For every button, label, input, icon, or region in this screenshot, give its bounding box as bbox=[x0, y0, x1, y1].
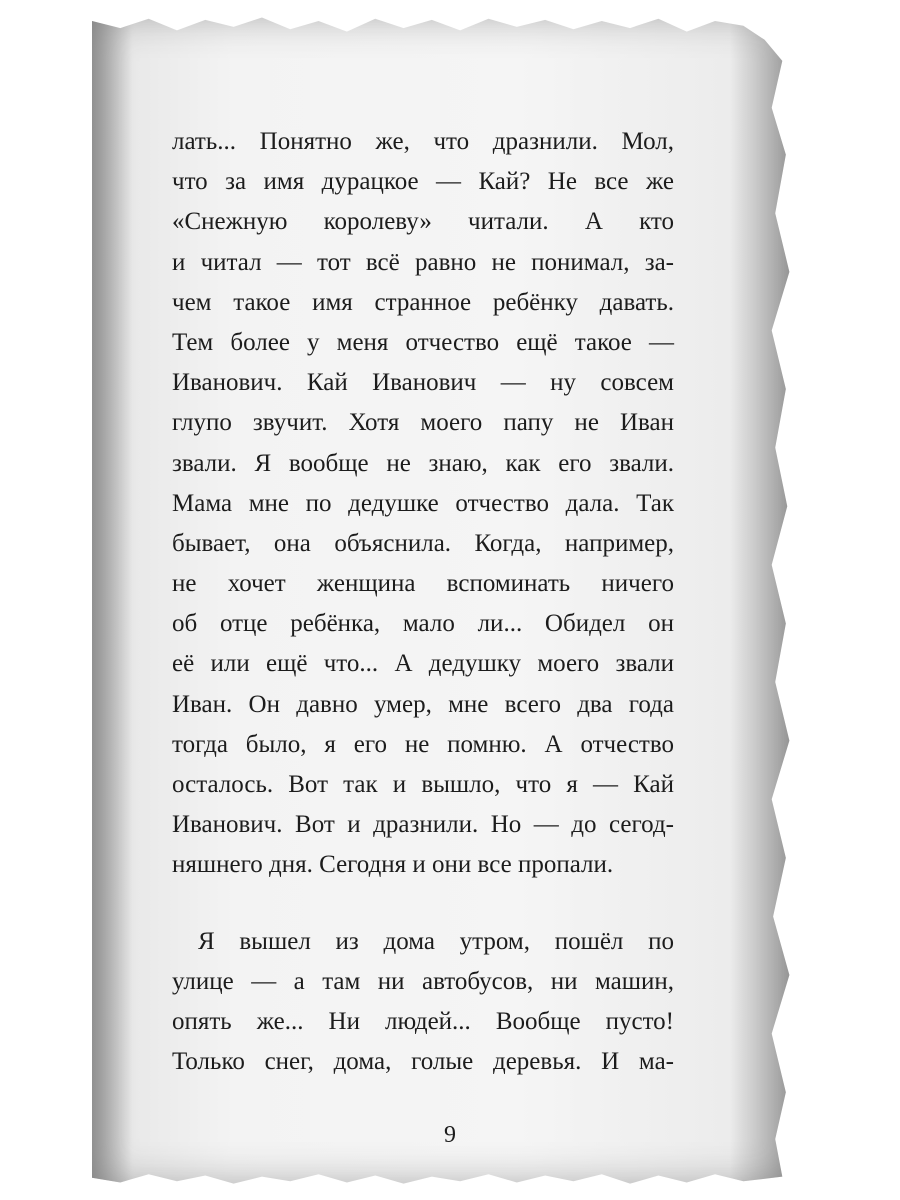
book-text bbox=[172, 122, 674, 1082]
text-line: лать... Понятно же, что дразнили. Мол, bbox=[172, 128, 674, 155]
text-line: Я вышел из дома утром, пошёл по bbox=[198, 927, 674, 955]
text-line: глупо звучит. Хотя моего папу не Иван bbox=[172, 409, 674, 437]
text-line: осталось. Вот так и вышло, что я — Кай bbox=[172, 771, 674, 798]
page-number: 9 bbox=[444, 1122, 456, 1148]
text-line: тогда было, я его не помню. А отчество bbox=[172, 730, 674, 758]
text-line: и читал — тот всё равно не понимал, за- bbox=[172, 248, 674, 276]
paragraph-gap bbox=[172, 886, 674, 922]
text-line: няшнего дня. Сегодня и они все пропали. bbox=[172, 851, 614, 879]
text-line: Иванович. Вот и дразнили. Но — до сегод- bbox=[172, 811, 674, 839]
text-line: «Снежную королеву» читали. А кто bbox=[172, 208, 674, 236]
text-line: Тем более у меня отчество ещё такое — bbox=[172, 328, 674, 356]
text-line: что за имя дурацкое — Кай? Не все же bbox=[172, 168, 674, 196]
paragraph-2 bbox=[172, 922, 674, 1083]
text-line: опять же... Ни людей... Вообще пусто! bbox=[172, 1007, 674, 1035]
text-line: бывает, она объяснила. Когда, например, bbox=[172, 529, 674, 557]
text-line: не хочет женщина вспоминать ничего bbox=[172, 570, 674, 598]
text-line: Иван. Он давно умер, мне всего два года bbox=[172, 690, 674, 718]
text-line: Мама мне по дедушке отчество дала. Так bbox=[172, 489, 674, 517]
text-line: Иванович. Кай Иванович — ну совсем bbox=[172, 369, 674, 397]
text-line: звали. Я вообще не знаю, как его звали. bbox=[172, 449, 674, 477]
text-line: чем такое имя странное ребёнку давать. bbox=[172, 288, 674, 316]
text-line: Только снег, дома, голые деревья. И ма- bbox=[172, 1048, 674, 1076]
text-line: её или ещё что... А дедушку моего звали bbox=[172, 650, 674, 678]
paragraph-1 bbox=[172, 122, 674, 886]
text-line: улице — а там ни автобусов, ни машин, bbox=[172, 967, 674, 995]
text-line: об отце ребёнка, мало ли... Обидел он bbox=[172, 610, 674, 638]
